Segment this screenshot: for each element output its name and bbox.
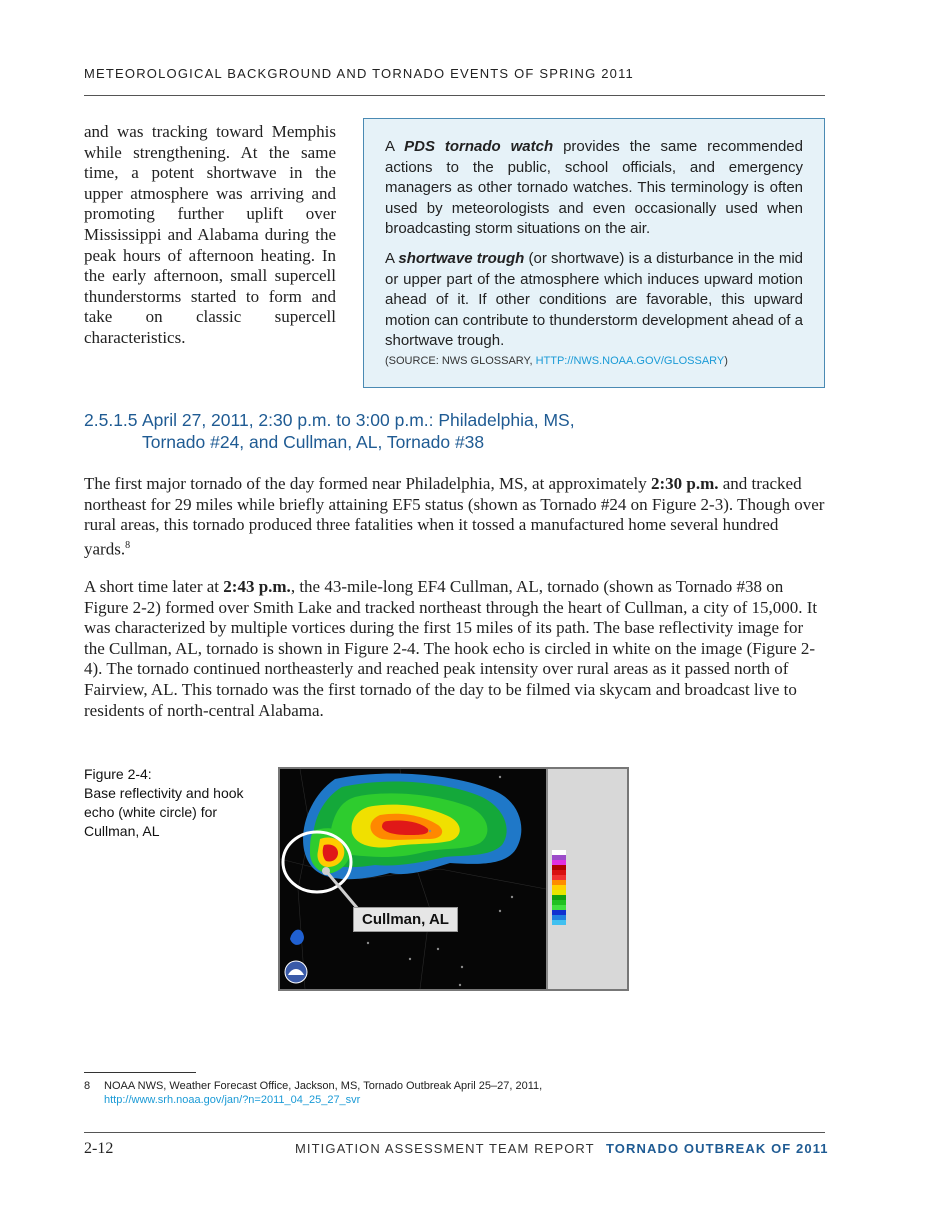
para-text: , the 43-mile-long EF4 Cullman, AL, tornado (shown as Tornado #38 on Figure 2-2) formed over Smith Lake and tracked northeast through the heart of Cullman, a city of 15,000. It was characterized by multiple vortices during the first 15 miles of its path. The base reflectivity image for the Cullman, AL, tornado is shown in Figure 2-4. The hook echo is circled in white on the image (Figure 2-4). The tornado continued northeasterly and reached peak intensity over rural areas as it passed north of Fairview, AL. This tornado was the first tornado of the day to be filmed via skycam and broadcast live to residents of north-central Alabama.: [84, 577, 818, 720]
radar-figure: [278, 767, 629, 991]
section-title-line-1: April 27, 2011, 2:30 p.m. to 3:00 p.m.: Philadelphia, MS,: [142, 410, 575, 430]
source-prefix: (SOURCE: NWS GLOSSARY,: [385, 354, 536, 367]
footnote-text: NOAA NWS, Weather Forecast Office, Jackson, MS, Tornado Outbreak April 25–27, 2011,: [104, 1080, 543, 1092]
para-time-bold: 2:43 p.m.: [223, 577, 291, 596]
section-title-line-2: Tornado #24, and Cullman, AL, Tornado #38: [142, 432, 485, 452]
footnote-link[interactable]: http://www.srh.noaa.gov/jan/?n=2011_04_25_27_svr: [104, 1094, 361, 1106]
header-divider: [84, 95, 825, 96]
footnote-number: 8: [84, 1080, 91, 1092]
figure-caption: [84, 765, 264, 841]
para-text: The first major tornado of the day formed near Philadelphia, MS, at approximately: [84, 474, 651, 493]
footnote-body: [104, 1079, 804, 1107]
body-paragraph-cullman: [84, 577, 825, 721]
section-title: [142, 409, 622, 453]
figure-caption-text: Base reflectivity and hook echo (white circle) for Cullman, AL: [84, 785, 244, 839]
source-suffix: ): [724, 354, 728, 367]
footnote-reference[interactable]: 8: [125, 539, 131, 551]
footer-divider: [84, 1132, 825, 1133]
legend-swatch: [552, 920, 566, 925]
para-time-bold: 2:30 p.m.: [650, 474, 719, 493]
footer-report-name: MITIGATION ASSESSMENT TEAM REPORT: [295, 1141, 595, 1156]
body-paragraph-philadelphia: [84, 474, 825, 560]
definition-article: A: [385, 249, 399, 267]
term-pds-tornado-watch: PDS tornado watch: [404, 138, 554, 155]
definition-sidebar: [363, 118, 825, 388]
term-shortwave-trough: shortwave trough: [398, 249, 525, 267]
radar-reflectivity-map: [280, 769, 546, 989]
intro-paragraph: and was tracking toward Memphis while strengthening. At the same time, a potent shortwave in the upper atmosphere was arriving and promoting further uplift over Mississippi and Alabama during the peak hours of afternoon heating. In the early afternoon, small supercell thunderstorms started to form and take on classic supercell characteristics.: [84, 122, 336, 347]
legend-color-scale: [552, 850, 623, 925]
definition-pds-watch: [385, 137, 803, 240]
footer-report-title: TORNADO OUTBREAK OF 2011: [606, 1141, 829, 1156]
definition-shortwave-trough: [385, 249, 803, 352]
figure-caption-label: Figure 2-4:: [84, 766, 152, 782]
para-text: and tracked northeast for 29 miles while briefly attaining EF5 status (shown as Tornado #24 on Figure 2-3). Though over rural areas, this tornado produced three fatalities when it tossed a manufactured home several hundred yards.: [84, 474, 825, 559]
running-header: METEOROLOGICAL BACKGROUND AND TORNADO EVENTS OF SPRING 2011: [84, 66, 634, 81]
cullman-callout-label: Cullman, AL: [353, 907, 458, 932]
definition-text: (or shortwave) is a disturbance in the mid or upper part of the atmosphere which induces upward motion ahead of it. If other conditions are favorable, this upward motion can contribute to thunderstorm development ahead of a shortwave trough.: [385, 249, 803, 350]
para-text: A short time later at: [84, 577, 224, 596]
definition-article: A: [385, 138, 405, 155]
legend-row: [552, 920, 623, 925]
section-number: 2.5.1.5: [84, 410, 138, 430]
definition-text: provides the same recommended actions to the public, school officials, and emergency managers as other tornado watches. This terminology is often used by meteorologists and even occasionally used when broadcasting storm situations on the air.: [385, 138, 803, 238]
page-number: 2-12: [84, 1140, 114, 1157]
footnote-divider: [84, 1072, 196, 1073]
glossary-link[interactable]: HTTP://NWS.NOAA.GOV/GLOSSARY: [535, 354, 725, 367]
radar-legend-panel: [546, 769, 627, 989]
definition-source: [385, 354, 803, 368]
